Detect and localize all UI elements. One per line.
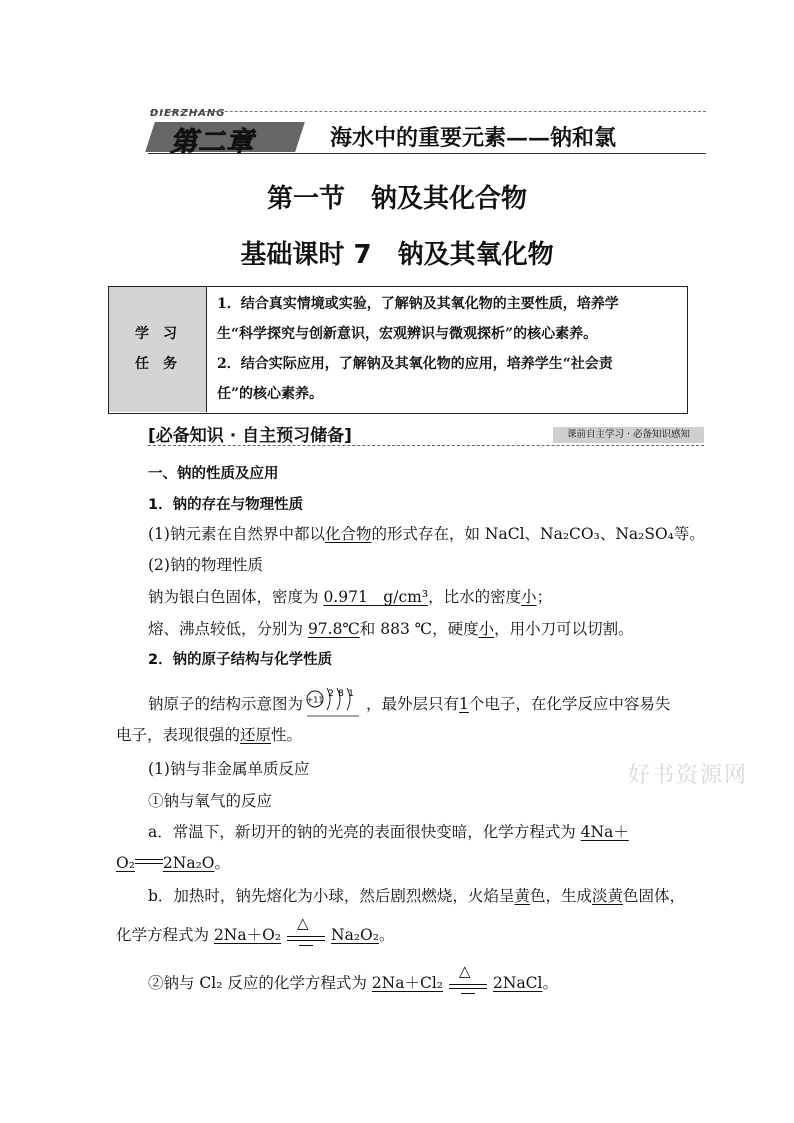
atom-shell-2-count: 8: [338, 689, 344, 699]
header-dashed-rule: [150, 111, 706, 112]
task-line-2: 生“科学探究与创新意识，宏观辨识与微观探析”的核心素养。: [217, 326, 598, 342]
heat-icon: △: [297, 914, 309, 932]
paragraph-12: 化学方程式为 2Na＋O₂ △ Na₂O₂。: [116, 914, 395, 944]
section-band-title: [必备知识 · 自主预习储备]: [148, 426, 352, 446]
paragraph-11: b．加热时，钠先熔化为小球，然后剧烈燃烧，火焰呈黄色，生成淡黄色固体，: [148, 887, 685, 905]
paragraph-7: (1)钠与非金属单质反应: [148, 760, 310, 778]
task-table-head: [109, 287, 207, 412]
atom-shell-1-count: 2: [328, 689, 334, 699]
task-head-line-1: 学习: [135, 326, 191, 342]
task-head-line-2: 任务: [135, 356, 191, 372]
task-line-1: 1．结合真实情境或实验，了解钠及其氧化物的主要性质，培养学: [217, 296, 619, 312]
paragraph-6: 电子，表现很强的还原性。: [116, 726, 303, 744]
atom-shell-3-count: 1: [348, 689, 354, 699]
paragraph-2: (2)钠的物理性质: [148, 556, 263, 574]
heading-1-1: 1．钠的存在与物理性质: [148, 497, 304, 513]
paragraph-3: 钠为银白色固体，密度为 0.971 g/cm³，比水的密度小；: [148, 588, 553, 606]
sodium-atom-diagram: [305, 685, 365, 719]
paragraph-10: O₂ 2Na₂O。: [116, 854, 231, 872]
atom-nucleus-label: +11: [306, 695, 324, 705]
paragraph-5-pre: 钠原子的结构示意图为: [148, 695, 304, 713]
paragraph-4: 熔、沸点较低，分别为 97.8℃和 883 ℃，硬度小，用小刀可以切割。: [148, 620, 634, 638]
heading-1: 一、钠的性质及应用: [148, 466, 279, 482]
heating-equals-sign: [287, 914, 325, 946]
task-line-4: 任”的核心素养。: [217, 386, 324, 402]
heating-equals-sign-2: [449, 962, 487, 994]
task-line-3: 2．结合实际应用，了解钠及其氧化物的应用，培养学生“社会责: [217, 356, 613, 372]
learning-task-table: [108, 286, 688, 414]
chapter-title: 海水中的重要元素——钠和氯: [330, 125, 617, 151]
header-rule: [148, 153, 706, 154]
paragraph-1: (1)钠元素在自然界中都以化合物的形式存在，如 NaCl、Na₂CO₃、Na₂SO₄等。: [148, 525, 705, 543]
paragraph-5-post: ，最外层只有1个电子，在化学反应中容易失: [366, 695, 671, 713]
paragraph-9: a．常温下，新切开的钠的光亮的表面很快变暗，化学方程式为 4Na＋: [148, 823, 629, 841]
chapter-label: 第二章: [170, 127, 254, 158]
heat-icon-2: △: [459, 962, 471, 980]
equals-sign: [135, 856, 163, 870]
chapter-pinyin: DIERZHANG: [150, 108, 226, 119]
section-band-tag: 课前自主学习 · 必备知识感知: [553, 427, 704, 443]
paragraph-13: ②钠与 Cl₂ 反应的化学方程式为 2Na＋Cl₂ △ 2NaCl。: [148, 962, 559, 992]
lesson-title: 基础课时 7 钠及其氧化物: [240, 240, 554, 270]
heading-1-2: 2．钠的原子结构与化学性质: [148, 652, 333, 668]
paragraph-8: ①钠与氧气的反应: [148, 792, 273, 810]
section-title: 第一节 钠及其化合物: [266, 184, 527, 214]
watermark: 好书资源网: [628, 763, 749, 788]
section-band-rule: [148, 445, 704, 446]
